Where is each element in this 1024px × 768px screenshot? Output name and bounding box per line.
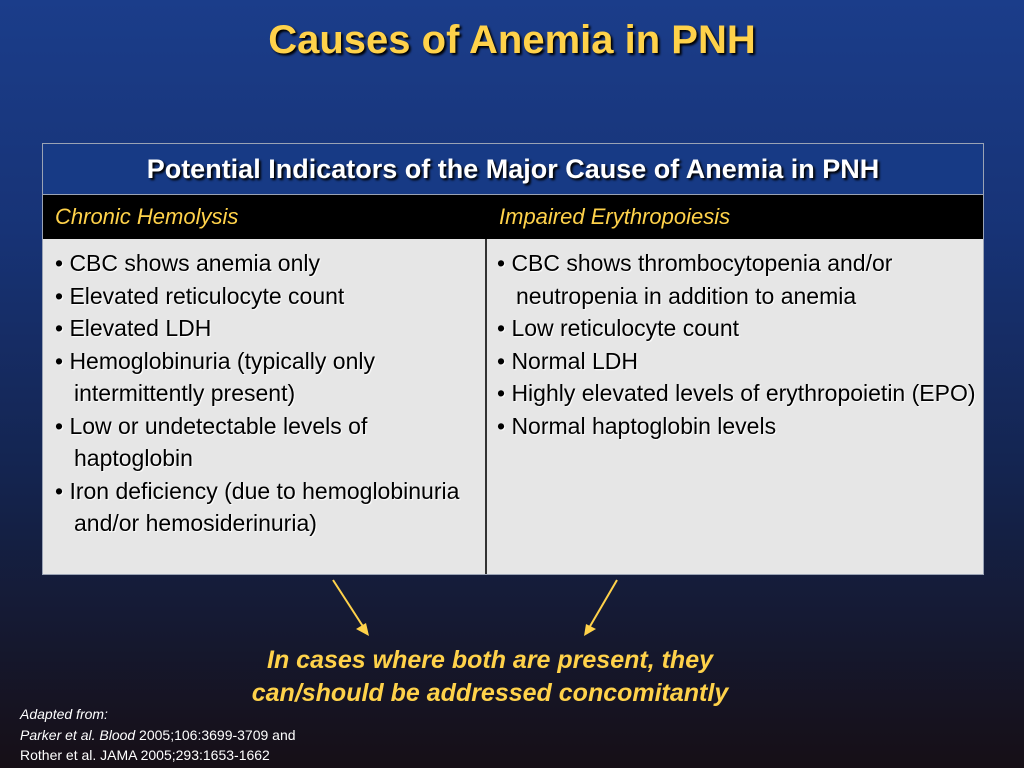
table-header: Potential Indicators of the Major Cause of Anemia in PNH	[43, 144, 983, 195]
list-item: • Hemoglobinuria (typically only intermittently present)	[55, 347, 375, 406]
list-item: • Elevated reticulocyte count	[55, 282, 345, 309]
list-item: • CBC shows anemia only	[55, 250, 320, 276]
reference-2: Rother et al. JAMA 2005;293:1653-1662	[20, 747, 270, 763]
references	[20, 704, 296, 766]
conclusion-text	[0, 644, 980, 710]
list-item: • Low or undetectable levels of haptoglobin	[55, 412, 368, 471]
list-item: • Iron deficiency (due to hemoglobinuria and/or hemosiderinuria)	[55, 477, 460, 536]
conclusion-line-1: In cases where both are present, they	[267, 646, 713, 674]
references-label: Adapted from:	[20, 706, 108, 722]
list-item: • Normal LDH	[497, 347, 638, 374]
left-arrow-icon	[333, 580, 364, 628]
list-item: • Elevated LDH	[55, 315, 212, 341]
table-body-row	[43, 239, 983, 574]
list-item: • CBC shows thrombocytopenia and/or neutropenia in addition to anemia	[497, 250, 893, 309]
left-arrow-head-icon	[356, 623, 369, 636]
indicators-table	[42, 143, 984, 575]
column-heading-impaired-erythropoiesis: Impaired Erythropoiesis	[499, 204, 731, 229]
list-item: • Normal haptoglobin levels	[497, 412, 777, 439]
conclusion-line-2: can/should be addressed concomitantly	[251, 679, 729, 707]
reference-1-authors: Parker et al. Blood	[20, 726, 136, 743]
slide-title: Causes of Anemia in PNH	[268, 18, 756, 62]
reference-1-details: 2005;106:3699-3709 and	[135, 726, 296, 743]
column-heading-chronic-hemolysis: Chronic Hemolysis	[55, 204, 239, 229]
list-item: • Highly elevated levels of erythropoietin (EPO)	[497, 380, 976, 406]
right-arrow-head-icon	[584, 624, 596, 636]
chronic-hemolysis-indicators	[43, 239, 487, 574]
right-arrow-icon	[589, 580, 617, 628]
impaired-erythropoiesis-indicators	[487, 239, 983, 574]
list-item: • Low reticulocyte count	[497, 315, 740, 341]
column-headings-row	[43, 195, 983, 239]
